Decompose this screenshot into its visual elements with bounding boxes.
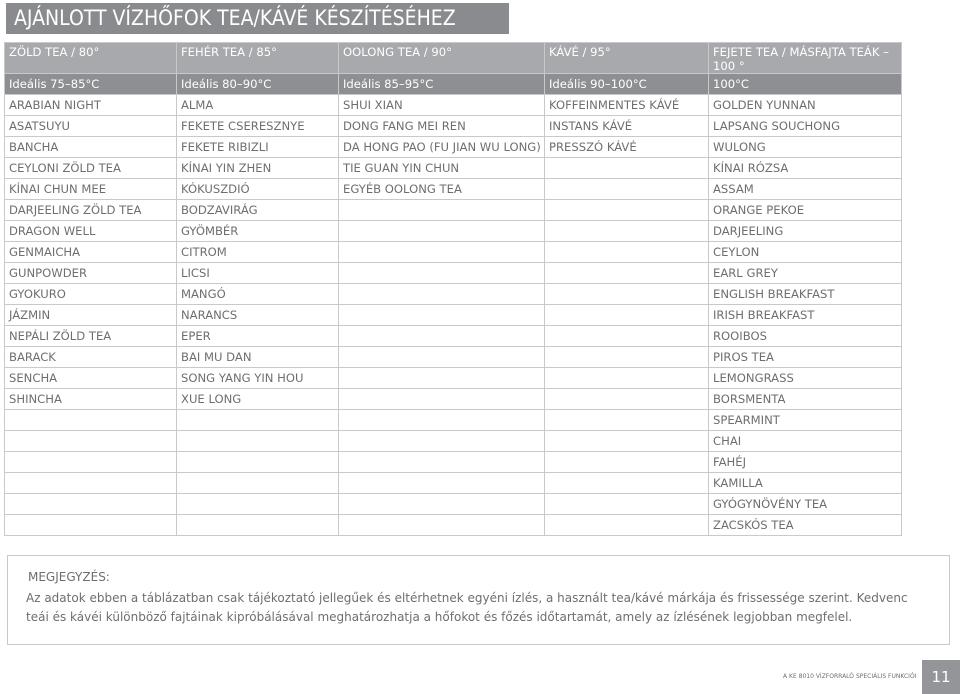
header-row-ideal-temp	[5, 74, 902, 95]
tea-cell: FAHÉJ	[709, 452, 902, 473]
column-header-4: FEJETE TEA / MÁSFAJTA TEÁK – 100 °	[709, 43, 902, 74]
tea-cell: WULONG	[709, 137, 902, 158]
tea-cell: CHAI	[709, 431, 902, 452]
tea-cell: DARJEELING	[709, 221, 902, 242]
tea-cell	[5, 410, 177, 431]
tea-cell	[545, 179, 709, 200]
tea-cell	[339, 410, 545, 431]
tea-cell: ALMA	[177, 95, 339, 116]
tea-cell: BORSMENTA	[709, 389, 902, 410]
tea-cell: DA HONG PAO (FU JIAN WU LONG)	[339, 137, 545, 158]
tea-temperature-table	[4, 42, 902, 536]
column-header-2: OOLONG TEA / 90°	[339, 43, 545, 74]
tea-list-body	[5, 95, 902, 536]
tea-cell: LEMONGRASS	[709, 368, 902, 389]
tea-cell: PRESSZÓ KÁVÉ	[545, 137, 709, 158]
tea-cell: KÍNAI RÓZSA	[709, 158, 902, 179]
tea-cell: SENCHA	[5, 368, 177, 389]
tea-cell: GENMAICHA	[5, 242, 177, 263]
tea-cell: KOFFEINMENTES KÁVÉ	[545, 95, 709, 116]
tea-cell	[5, 515, 177, 536]
tea-cell	[545, 305, 709, 326]
tea-cell: EPER	[177, 326, 339, 347]
table-row	[5, 473, 902, 494]
tea-cell: DRAGON WELL	[5, 221, 177, 242]
tea-cell	[177, 410, 339, 431]
table-row	[5, 326, 902, 347]
tea-cell: INSTANS KÁVÉ	[545, 116, 709, 137]
tea-cell: BODZAVIRÁG	[177, 200, 339, 221]
column-header-3: KÁVÉ / 95°	[545, 43, 709, 74]
table-row	[5, 410, 902, 431]
tea-cell	[545, 368, 709, 389]
tea-cell: JÁZMIN	[5, 305, 177, 326]
tea-cell: BAI MU DAN	[177, 347, 339, 368]
tea-cell	[339, 305, 545, 326]
table-row	[5, 515, 902, 536]
ideal-temp-2: Ideális 85–95°C	[339, 74, 545, 95]
tea-cell	[545, 158, 709, 179]
ideal-temp-4: 100°C	[709, 74, 902, 95]
tea-cell	[545, 263, 709, 284]
tea-cell	[545, 242, 709, 263]
table-row	[5, 158, 902, 179]
tea-cell: ASSAM	[709, 179, 902, 200]
tea-cell: TIE GUAN YIN CHUN	[339, 158, 545, 179]
tea-cell	[5, 452, 177, 473]
column-header-0: ZÖLD TEA / 80°	[5, 43, 177, 74]
table-row	[5, 221, 902, 242]
tea-cell	[545, 494, 709, 515]
table-row	[5, 242, 902, 263]
tea-cell: GYÓGYNÖVÉNY TEA	[709, 494, 902, 515]
tea-cell: GYÖMBÉR	[177, 221, 339, 242]
tea-cell: CEYLONI ZÖLD TEA	[5, 158, 177, 179]
header-row-categories	[5, 43, 902, 74]
ideal-temp-1: Ideális 80–90°C	[177, 74, 339, 95]
tea-cell	[5, 431, 177, 452]
tea-cell	[545, 389, 709, 410]
tea-cell: KÍNAI CHUN MEE	[5, 179, 177, 200]
tea-cell: DARJEELING ZÖLD TEA	[5, 200, 177, 221]
column-header-1: FEHÉR TEA / 85°	[177, 43, 339, 74]
tea-cell: DONG FANG MEI REN	[339, 116, 545, 137]
tea-cell: GYOKURO	[5, 284, 177, 305]
tea-cell: EARL GREY	[709, 263, 902, 284]
footer-text: A KE 8010 VÍZFORRALÓ SPECIÁLIS FUNKCIÓI	[783, 673, 917, 680]
tea-cell: KÍNAI YIN ZHEN	[177, 158, 339, 179]
tea-cell: XUE LONG	[177, 389, 339, 410]
tea-cell	[177, 494, 339, 515]
tea-cell: ROOIBOS	[709, 326, 902, 347]
tea-cell	[545, 326, 709, 347]
tea-cell: ENGLISH BREAKFAST	[709, 284, 902, 305]
ideal-temp-0: Ideális 75–85°C	[5, 74, 177, 95]
table-row	[5, 368, 902, 389]
tea-cell: SHINCHA	[5, 389, 177, 410]
tea-cell: GOLDEN YUNNAN	[709, 95, 902, 116]
tea-cell: NARANCS	[177, 305, 339, 326]
table-row	[5, 452, 902, 473]
tea-cell: EGYÉB OOLONG TEA	[339, 179, 545, 200]
page-title: AJÁNLOTT VÍZHŐFOK TEA/KÁVÉ KÉSZÍTÉSÉHEZ	[6, 3, 509, 34]
tea-cell	[339, 494, 545, 515]
tea-cell	[545, 284, 709, 305]
tea-cell	[339, 347, 545, 368]
tea-cell: ARABIAN NIGHT	[5, 95, 177, 116]
tea-cell: PIROS TEA	[709, 347, 902, 368]
tea-cell: LICSI	[177, 263, 339, 284]
table-row	[5, 305, 902, 326]
ideal-temp-3: Ideális 90–100°C	[545, 74, 709, 95]
page-number: 11	[922, 660, 960, 694]
table-row	[5, 431, 902, 452]
table-row	[5, 284, 902, 305]
tea-cell: MANGÓ	[177, 284, 339, 305]
tea-cell: ORANGE PEKOE	[709, 200, 902, 221]
tea-cell: LAPSANG SOUCHONG	[709, 116, 902, 137]
tea-cell	[545, 221, 709, 242]
table-row	[5, 200, 902, 221]
note-box	[7, 555, 950, 645]
tea-cell	[339, 431, 545, 452]
tea-cell	[339, 452, 545, 473]
tea-cell	[339, 326, 545, 347]
table-row	[5, 179, 902, 200]
tea-cell: NEPÁLI ZÖLD TEA	[5, 326, 177, 347]
tea-cell	[339, 263, 545, 284]
tea-cell	[177, 452, 339, 473]
tea-cell: CITROM	[177, 242, 339, 263]
tea-cell	[339, 473, 545, 494]
tea-cell	[545, 452, 709, 473]
tea-cell	[339, 284, 545, 305]
tea-cell	[545, 410, 709, 431]
table-row	[5, 347, 902, 368]
tea-cell: ZACSKÓS TEA	[709, 515, 902, 536]
table-row	[5, 494, 902, 515]
tea-cell	[545, 431, 709, 452]
note-title: MEGJEGYZÉS:	[28, 570, 110, 584]
tea-cell	[339, 200, 545, 221]
tea-cell	[339, 221, 545, 242]
table-row	[5, 95, 902, 116]
tea-cell	[339, 242, 545, 263]
tea-cell: KAMILLA	[709, 473, 902, 494]
table-row	[5, 389, 902, 410]
tea-cell	[177, 515, 339, 536]
tea-cell	[177, 473, 339, 494]
tea-cell: FEKETE CSERESZNYE	[177, 116, 339, 137]
tea-cell: FEKETE RIBIZLI	[177, 137, 339, 158]
table-row	[5, 263, 902, 284]
tea-cell	[545, 200, 709, 221]
tea-cell: SPEARMINT	[709, 410, 902, 431]
tea-cell: KÓKUSZDIÓ	[177, 179, 339, 200]
tea-cell	[545, 347, 709, 368]
tea-cell: BARACK	[5, 347, 177, 368]
table-row	[5, 116, 902, 137]
tea-cell	[339, 515, 545, 536]
tea-cell	[339, 389, 545, 410]
tea-cell	[545, 515, 709, 536]
tea-cell	[5, 494, 177, 515]
tea-cell: SHUI XIAN	[339, 95, 545, 116]
tea-cell	[545, 473, 709, 494]
note-text: Az adatok ebben a táblázatban csak tájékoztató jellegűek és eltérhetnek egyéni ízlés, a használt tea/kávé márkája és frissessége szerint. Kedvenc teái és kávéi különböző fajtáinak kipróbálásával meghatározhatja a hőfokot és főzés időtartamát, amely az ízlésének legjobban megfelel.	[26, 591, 908, 624]
tea-cell: GUNPOWDER	[5, 263, 177, 284]
tea-cell: ASATSUYU	[5, 116, 177, 137]
tea-cell: BANCHA	[5, 137, 177, 158]
table-row	[5, 137, 902, 158]
tea-cell: IRISH BREAKFAST	[709, 305, 902, 326]
tea-cell	[339, 368, 545, 389]
tea-cell: SONG YANG YIN HOU	[177, 368, 339, 389]
tea-cell	[177, 431, 339, 452]
tea-cell: CEYLON	[709, 242, 902, 263]
tea-cell	[5, 473, 177, 494]
